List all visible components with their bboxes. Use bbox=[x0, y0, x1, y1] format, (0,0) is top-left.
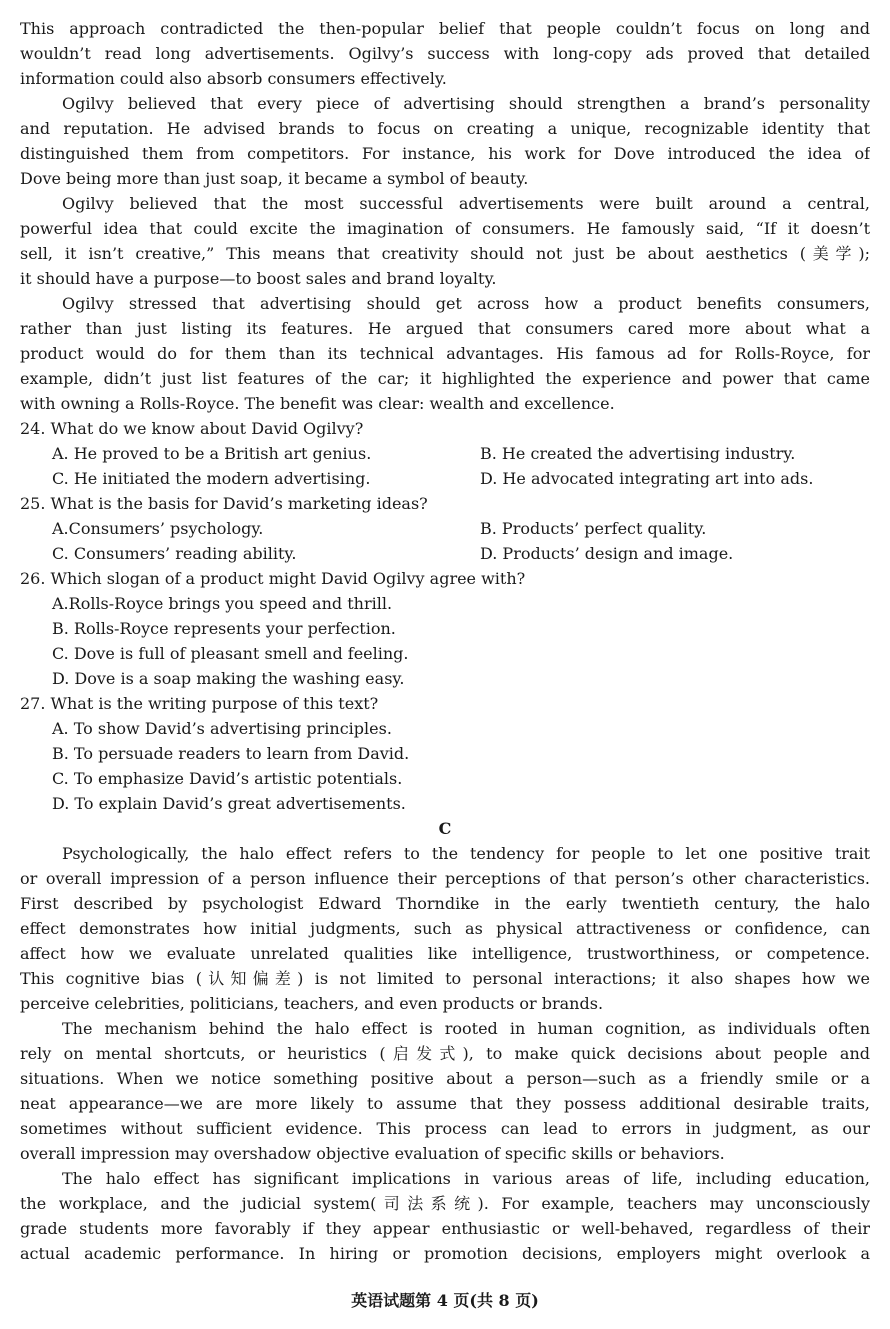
text-line: rely on mental shortcuts, or heuristics (启发式), to make quick decisions about people and bbox=[20, 1044, 870, 1063]
option-c: C. He initiated the modern advertising. bbox=[52, 469, 371, 488]
text-line: actual academic performance. In hiring or promotion decisions, employers might overlook a bbox=[20, 1244, 870, 1263]
text-line: sell, it isn’t creative,” This means that creativity should not just be about aesthetics (美学); bbox=[20, 244, 870, 263]
text-line: grade students more favorably if they appear enthusiastic or well-behaved, regardless of their bbox=[20, 1219, 870, 1238]
text-line: example, didn’t just list features of the car; it highlighted the experience and power that came bbox=[20, 369, 870, 388]
option-b: B. Rolls-Royce represents your perfection. bbox=[52, 619, 396, 638]
section-heading: C bbox=[438, 819, 452, 838]
question-stem: 26. Which slogan of a product might David Ogilvy agree with? bbox=[20, 569, 526, 588]
option-d: D. Dove is a soap making the washing easy. bbox=[52, 669, 405, 688]
text-line: situations. When we notice something positive about a person—such as a friendly smile or a bbox=[20, 1069, 870, 1088]
option-a: A. He proved to be a British art genius. bbox=[52, 444, 372, 463]
passage-b-paragraph-1 bbox=[20, 16, 870, 91]
text-line: sometimes without sufficient evidence. This process can lead to errors in judgment, as our bbox=[20, 1119, 870, 1138]
text-line: and reputation. He advised brands to focus on creating a unique, recognizable identity that bbox=[20, 119, 870, 138]
text-line: This approach contradicted the then-popular belief that people couldn’t focus on long and bbox=[20, 19, 870, 38]
option-c: C. Consumers’ reading ability. bbox=[52, 544, 297, 563]
text-line: rather than just listing its features. He argued that consumers cared more about what a bbox=[20, 319, 870, 338]
passage-b-paragraph-3 bbox=[20, 191, 870, 291]
option-a: A.Rolls-Royce brings you speed and thrill. bbox=[52, 594, 393, 613]
question-stem: 24. What do we know about David Ogilvy? bbox=[20, 419, 364, 438]
option-c: C. To emphasize David’s artistic potentials. bbox=[52, 769, 403, 788]
question-25 bbox=[20, 491, 870, 566]
page-footer: 英语试题第 4 页(共 8 页) bbox=[351, 1291, 539, 1310]
text-line: effect demonstrates how initial judgments, such as physical attractiveness or confidence, can bbox=[20, 919, 870, 938]
text-line: perceive celebrities, politicians, teachers, and even products or brands. bbox=[20, 994, 604, 1013]
text-line: it should have a purpose—to boost sales and brand loyalty. bbox=[20, 269, 497, 288]
text-line: wouldn’t read long advertisements. Ogilvy’s success with long-copy ads proved that detailed bbox=[20, 44, 870, 63]
option-d: D. He advocated integrating art into ads. bbox=[480, 469, 814, 488]
question-stem: 27. What is the writing purpose of this text? bbox=[20, 694, 379, 713]
text-line: Psychologically, the halo effect refers to the tendency for people to let one positive trait bbox=[62, 844, 870, 863]
question-26 bbox=[20, 566, 870, 691]
text-line: with owning a Rolls-Royce. The benefit was clear: wealth and excellence. bbox=[20, 394, 615, 413]
option-d: D. To explain David’s great advertisements. bbox=[52, 794, 406, 813]
text-line: the workplace, and the judicial system(司法系统). For example, teachers may unconsciously bbox=[20, 1194, 870, 1213]
option-b: B. He created the advertising industry. bbox=[480, 444, 796, 463]
text-line: affect how we evaluate unrelated qualities like intelligence, trustworthiness, or competence. bbox=[20, 944, 870, 963]
passage-b-paragraph-2 bbox=[20, 91, 870, 191]
option-a: A.Consumers’ psychology. bbox=[52, 519, 264, 538]
option-b: B. To persuade readers to learn from David. bbox=[52, 744, 410, 763]
text-line: The halo effect has significant implications in various areas of life, including education, bbox=[62, 1169, 870, 1188]
text-line: information could also absorb consumers effectively. bbox=[20, 69, 447, 88]
option-b: B. Products’ perfect quality. bbox=[480, 519, 707, 538]
text-line: product would do for them than its technical advantages. His famous ad for Rolls-Royce, for bbox=[20, 344, 870, 363]
passage-c-paragraph-1 bbox=[20, 841, 870, 1016]
text-line: The mechanism behind the halo effect is rooted in human cognition, as individuals often bbox=[62, 1019, 870, 1038]
passage-c-paragraph-3 bbox=[20, 1166, 870, 1266]
text-line: powerful idea that could excite the imagination of consumers. He famously said, “If it doesn’t bbox=[20, 219, 870, 238]
text-line: First described by psychologist Edward Thorndike in the early twentieth century, the halo bbox=[20, 894, 870, 913]
text-line: neat appearance—we are more likely to assume that they possess additional desirable traits, bbox=[20, 1094, 870, 1113]
option-a: A. To show David’s advertising principles. bbox=[52, 719, 392, 738]
question-24 bbox=[20, 416, 870, 491]
text-line: Ogilvy believed that every piece of advertising should strengthen a brand’s personality bbox=[62, 94, 870, 113]
passage-c-paragraph-2 bbox=[20, 1016, 870, 1166]
text-line: overall impression may overshadow objective evaluation of specific skills or behaviors. bbox=[20, 1144, 725, 1163]
text-line: distinguished them from competitors. For instance, his work for Dove introduced the idea of bbox=[20, 144, 870, 163]
text-line: Ogilvy believed that the most successful advertisements were built around a central, bbox=[62, 194, 870, 213]
option-d: D. Products’ design and image. bbox=[480, 544, 734, 563]
text-line: or overall impression of a person influence their perceptions of that person’s other characteristics. bbox=[20, 869, 870, 888]
text-line: Dove being more than just soap, it became a symbol of beauty. bbox=[20, 169, 529, 188]
text-line: Ogilvy stressed that advertising should get across how a product benefits consumers, bbox=[62, 294, 870, 313]
option-c: C. Dove is full of pleasant smell and feeling. bbox=[52, 644, 409, 663]
question-stem: 25. What is the basis for David’s marketing ideas? bbox=[20, 494, 428, 513]
text-line: This cognitive bias (认知偏差) is not limited to personal interactions; it also shapes how we bbox=[20, 969, 870, 988]
exam-page bbox=[20, 16, 870, 1266]
question-27 bbox=[20, 691, 870, 816]
passage-b-paragraph-4 bbox=[20, 291, 870, 416]
